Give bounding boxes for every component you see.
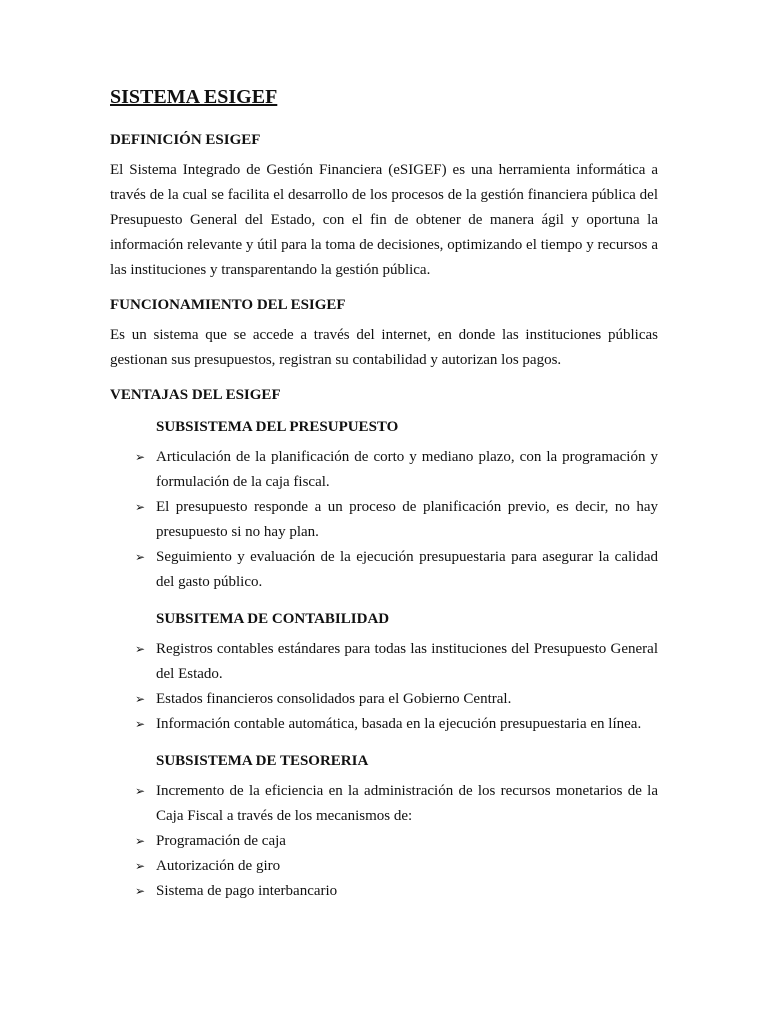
subsistema-tesoreria-heading: SUBSISTEMA DE TESORERIA (156, 753, 369, 769)
arrow-bullet-icon: ➢ (135, 500, 146, 514)
document-title: SISTEMA ESIGEF (110, 86, 278, 108)
arrow-bullet-icon: ➢ (135, 642, 146, 656)
list-item (110, 445, 658, 495)
list-item-text: Seguimiento y evaluación de la ejecución presupuestaria para asegurar la calidad del gasto público. (156, 549, 658, 590)
arrow-bullet-icon: ➢ (135, 717, 146, 731)
arrow-bullet-icon: ➢ (135, 834, 146, 848)
ventajas-heading: VENTAJAS DEL ESIGEF (110, 387, 281, 403)
list-item (110, 545, 658, 595)
list-item-text: Información contable automática, basada en la ejecución presupuestaria en línea. (156, 716, 642, 732)
arrow-bullet-icon: ➢ (135, 450, 146, 464)
list-item (110, 637, 658, 687)
list-item-text: Articulación de la planificación de corto y mediano plazo, con la programación y formulación de la caja fiscal. (156, 449, 658, 490)
tesoreria-list (110, 779, 658, 904)
list-item (110, 854, 658, 879)
list-item (110, 712, 658, 737)
document-page (110, 84, 658, 904)
arrow-bullet-icon: ➢ (135, 550, 146, 564)
list-item-text: Autorización de giro (156, 858, 281, 874)
list-item-text: Programación de caja (156, 833, 286, 849)
definicion-paragraph: El Sistema Integrado de Gestión Financiera (eSIGEF) es una herramienta informática a través de la cual se facilita el desarrollo de los procesos de la gestión financiera pública del Presupuesto General del Estado, con el fin de obtener de manera ágil y oportuna la información relevante y útil para la toma de decisiones, optimizando el tiempo y recursos a las instituciones y transparentando la gestión pública. (110, 162, 658, 278)
arrow-bullet-icon: ➢ (135, 784, 146, 798)
arrow-bullet-icon: ➢ (135, 859, 146, 873)
list-item-text: El presupuesto responde a un proceso de planificación previo, es decir, no hay presupuesto si no hay plan. (156, 499, 658, 540)
presupuesto-list (110, 445, 658, 595)
list-item (110, 879, 658, 904)
list-item-text: Incremento de la eficiencia en la administración de los recursos monetarios de la Caja Fiscal a través de los mecanismos de: (156, 783, 658, 824)
list-item (110, 829, 658, 854)
list-item-text: Estados financieros consolidados para el Gobierno Central. (156, 691, 512, 707)
funcionamiento-paragraph: Es un sistema que se accede a través del internet, en donde las instituciones públicas gestionan sus presupuestos, registran su contabilidad y autorizan los pagos. (110, 327, 658, 368)
funcionamiento-heading: FUNCIONAMIENTO DEL ESIGEF (110, 297, 346, 313)
definicion-heading: DEFINICIÓN ESIGEF (110, 132, 261, 148)
subsistema-contabilidad-heading: SUBSITEMA DE CONTABILIDAD (156, 611, 390, 627)
arrow-bullet-icon: ➢ (135, 692, 146, 706)
list-item-text: Registros contables estándares para todas las instituciones del Presupuesto General del Estado. (156, 641, 658, 682)
list-item (110, 779, 658, 829)
arrow-bullet-icon: ➢ (135, 884, 146, 898)
contabilidad-list (110, 637, 658, 737)
subsistema-presupuesto-heading: SUBSISTEMA DEL PRESUPUESTO (156, 419, 399, 435)
list-item (110, 495, 658, 545)
list-item (110, 687, 658, 712)
list-item-text: Sistema de pago interbancario (156, 883, 338, 899)
